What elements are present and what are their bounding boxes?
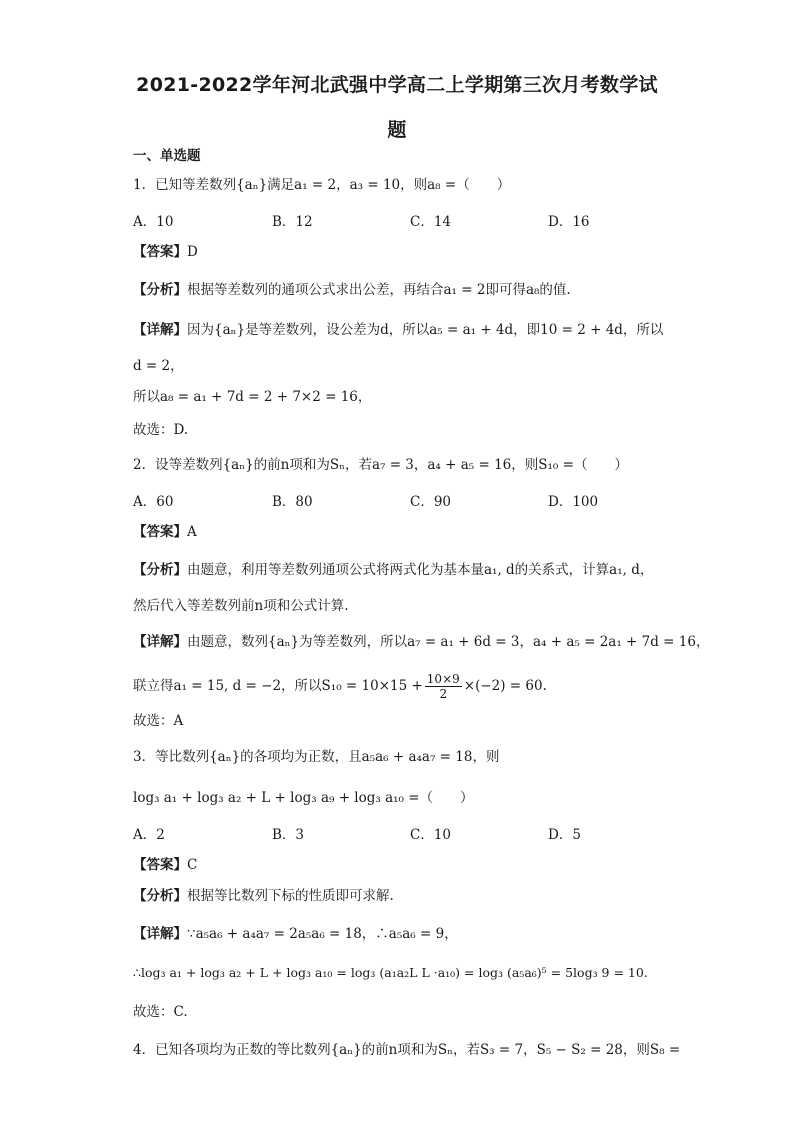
analysis-tag: 【分析】 <box>133 562 187 578</box>
q3-detail-line-1 <box>133 924 458 944</box>
analysis-tag: 【分析】 <box>133 282 187 298</box>
detail-tag: 【详解】 <box>133 926 187 942</box>
q2-answer <box>133 522 197 542</box>
q2-option-c: C．90 <box>410 494 452 510</box>
q3-analysis <box>133 886 394 906</box>
q2-option-b: B．80 <box>272 494 313 510</box>
q2-option-a: A．60 <box>133 494 174 510</box>
q3-option-b: B．3 <box>272 827 305 843</box>
q3-option-d: D．5 <box>548 827 581 843</box>
document-title-continued: 题 <box>387 119 407 141</box>
q1-option-c: C．14 <box>410 214 452 230</box>
q3-detail-line-2: ∴log₃ a₁ + log₃ a₂ + L + log₃ a₁₀ = log₃ (a₁a₂L L ·a₁₀) = log₃ (a₅a₆)⁵ = 5log₃ 9 = 10. <box>133 965 648 980</box>
question-4-stem: 4．已知各项均为正数的等比数列{aₙ}的前n项和为Sₙ，若S₃ = 7，S₅ − S₂ = 28，则S₈ = <box>133 1042 681 1058</box>
question-2-stem: 2．设等差数列{aₙ}的前n项和为Sₙ，若a₇ = 3，a₄ + a₅ = 16，则S₁₀ =（ ） <box>133 457 628 473</box>
question-1-stem: 1．已知等差数列{aₙ}满足a₁ = 2，a₃ = 10，则a₈ =（ ） <box>133 177 511 193</box>
q2-detail-line-2 <box>133 668 547 704</box>
q3-option-a: A．2 <box>133 827 165 843</box>
question-3-stem: 3．等比数列{aₙ}的各项均为正数，且a₅a₆ + a₄a₇ = 18，则 <box>133 749 500 765</box>
document-title: 2021-2022学年河北武强中学高二上学期第三次月考数学试 <box>136 74 658 96</box>
q2-analysis-line-1 <box>133 560 653 580</box>
q3-answer <box>133 855 197 875</box>
detail-text: ∵a₅a₆ + a₄a₇ = 2a₅a₆ = 18，∴a₅a₆ = 9， <box>187 926 458 942</box>
analysis-tag: 【分析】 <box>133 888 187 904</box>
question-3-stem-continued: log₃ a₁ + log₃ a₂ + L + log₃ a₉ + log₃ a₁₀ =（ ） <box>133 790 474 806</box>
detail-text-post: ×(−2) = 60. <box>463 678 547 694</box>
q1-option-d: D．16 <box>548 214 590 230</box>
answer-value: A <box>187 524 197 540</box>
q2-option-d: D．100 <box>548 494 599 510</box>
q1-option-b: B．12 <box>272 214 313 230</box>
detail-text: 因为{aₙ}是等差数列，设公差为d，所以a₅ = a₁ + 4d，即10 = 2 + 4d，所以 <box>187 322 664 338</box>
detail-text-pre: 联立得a₁ = 15, d = −2，所以S₁₀ = 10×15 + <box>133 678 423 694</box>
fraction <box>425 672 462 701</box>
q2-analysis-line-2: 然后代入等差数列前n项和公式计算. <box>133 598 349 614</box>
q1-detail-line-2: d = 2， <box>133 358 184 374</box>
detail-tag: 【详解】 <box>133 322 187 338</box>
answer-tag: 【答案】 <box>133 524 187 540</box>
q3-conclusion: 故选：C. <box>133 1004 188 1020</box>
answer-tag: 【答案】 <box>133 244 187 260</box>
q1-detail-line-3: 所以a₈ = a₁ + 7d = 2 + 7×2 = 16， <box>133 389 372 405</box>
answer-tag: 【答案】 <box>133 857 187 873</box>
q2-detail-line-1 <box>133 632 709 652</box>
section-heading: 一、单选题 <box>133 148 201 164</box>
detail-text: 由题意，数列{aₙ}为等差数列，所以a₇ = a₁ + 6d = 3，a₄ + a₅ = 2a₁ + 7d = 16， <box>187 634 710 650</box>
detail-tag: 【详解】 <box>133 634 187 650</box>
analysis-text: 由题意，利用等差数列通项公式将两式化为基本量a₁, d的关系式，计算a₁, d， <box>187 562 654 578</box>
q1-analysis <box>133 280 571 300</box>
q3-option-c: C．10 <box>410 827 452 843</box>
fraction-numerator: 10×9 <box>426 672 460 686</box>
analysis-text: 根据等比数列下标的性质即可求解. <box>187 888 394 904</box>
answer-value: C <box>187 857 198 873</box>
answer-value: D <box>187 244 198 260</box>
fraction-denominator: 2 <box>439 687 448 701</box>
q1-conclusion: 故选：D. <box>133 422 189 438</box>
q2-conclusion: 故选：A <box>133 713 184 729</box>
q1-detail-line-1 <box>133 320 663 340</box>
q1-option-a: A．10 <box>133 214 174 230</box>
analysis-text: 根据等差数列的通项公式求出公差，再结合a₁ = 2即可得a₈的值. <box>187 282 571 298</box>
q1-answer <box>133 242 198 262</box>
